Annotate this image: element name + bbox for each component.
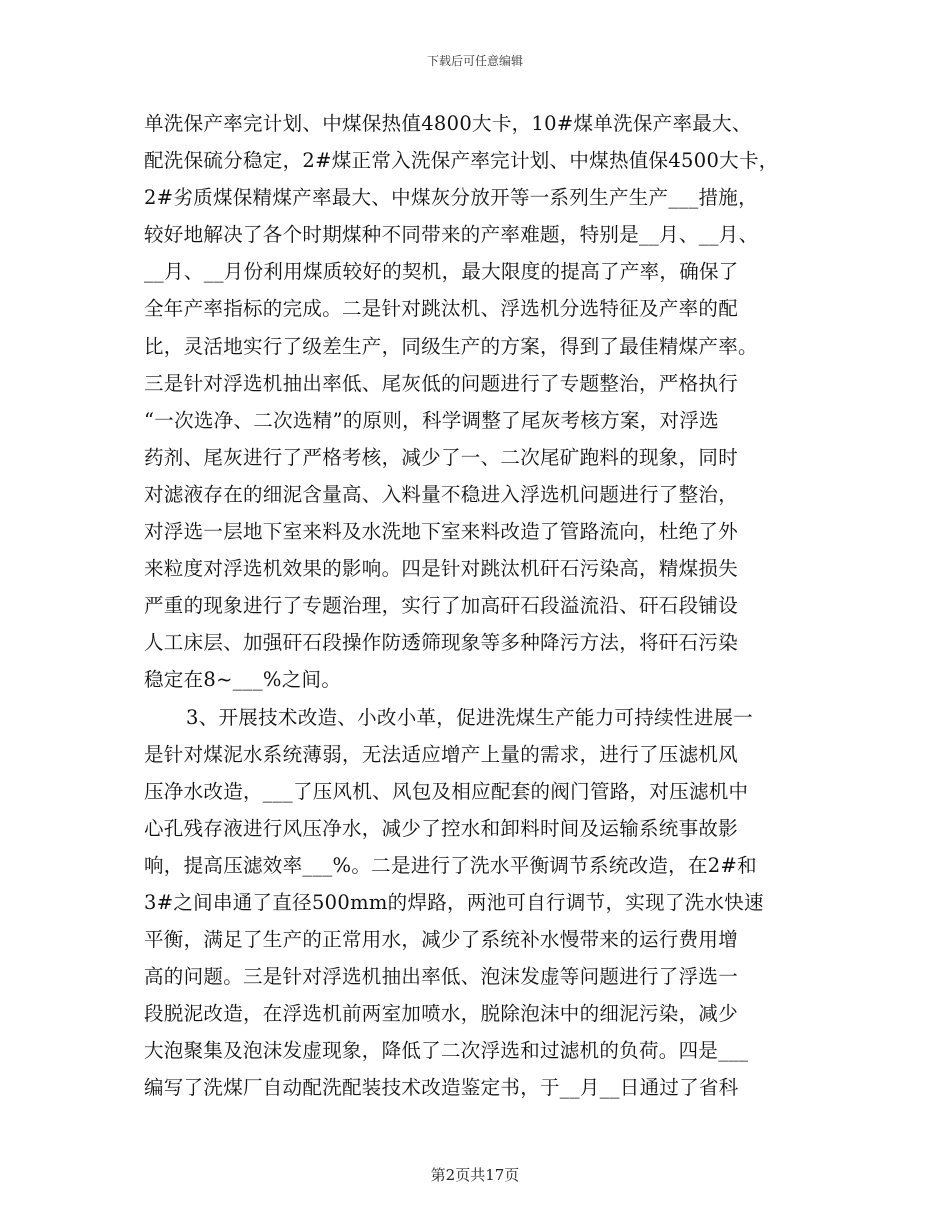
text-line: 高的问题。三是针对浮选机抽出率低、泡沫发虚等问题进行了浮选一 [144, 965, 739, 989]
text-line: 3#之间串通了直径500mm的焊路，两池可自行调节，实现了洗水快速 [144, 890, 764, 914]
text-line: 人工床层、加强矸石段操作防透筛现象等多种降污方法，将矸石污染 [144, 631, 739, 655]
text-line: 编写了洗煤厂自动配洗配装技术改造鉴定书，于__月__日通过了省科 [144, 1076, 739, 1100]
text-line: 大泡聚集及泡沫发虚现象，降低了二次浮选和过滤机的负荷。四是___ [144, 1039, 749, 1063]
text-line: 较好地解决了各个时期煤种不同带来的产率难题，特别是__月、__月、 [144, 223, 759, 247]
text-line: 对滤液存在的细泥含量高、入料量不稳进入浮选机问题进行了整治， [144, 482, 739, 506]
text-line: 稳定在8~___%之间。 [144, 668, 342, 692]
paragraph-start-line: 3、开展技术改造、小改小革，促进洗煤生产能力可持续性进展一 [186, 705, 754, 729]
text-line: 药剂、尾灰进行了严格考核，减少了一、二次尾矿跑料的现象，同时 [144, 445, 739, 469]
text-line: 配洗保硫分稳定，2#煤正常入洗保产率完计划、中煤热值保4500大卡， [144, 149, 779, 173]
text-line: 严重的现象进行了专题治理，实行了加高矸石段溢流沿、矸石段铺设 [144, 594, 739, 618]
page-header: 下载后可任意编辑 [426, 54, 523, 68]
text-line: 是针对煤泥水系统薄弱，无法适应增产上量的需求，进行了压滤机风 [144, 742, 739, 766]
document-body [144, 105, 824, 1107]
text-line: __月、__月份利用煤质较好的契机，最大限度的提高了产率，确保了 [144, 260, 739, 284]
text-line: “一次选净、二次选精”的原则，科学调整了尾灰考核方案，对浮选 [144, 408, 719, 432]
text-line: 平衡，满足了生产的正常用水，减少了系统补水慢带来的运行费用增 [144, 928, 739, 952]
text-line: 压净水改造，___了压风机、风包及相应配套的阀门管路，对压滤机中 [144, 779, 749, 803]
text-line: 心孔残存液进行风压净水，减少了控水和卸料时间及运输系统事故影 [144, 816, 739, 840]
text-line: 三是针对浮选机抽出率低、尾灰低的问题进行了专题整治，严格执行 [144, 371, 739, 395]
text-line: 全年产率指标的完成。二是针对跳汰机、浮选机分选特征及产率的配 [144, 297, 739, 321]
text-line: 单洗保产率完计划、中煤保热值4800大卡，10#煤单洗保产率最大、 [144, 112, 752, 135]
text-line: 对浮选一层地下室来料及水洗地下室来料改造了管路流向，杜绝了外 [144, 520, 739, 544]
text-line: 比，灵活地实行了级差生产，同级生产的方案，得到了最佳精煤产率。 [144, 334, 758, 358]
text-line: 2#劣质煤保精煤产率最大、中煤灰分放开等一系列生产生产___措施， [144, 186, 758, 210]
page-footer: 第2页共17页 [430, 1166, 520, 1184]
text-line: 来粒度对浮选机效果的影响。四是针对跳汰机矸石污染高，精煤损失 [144, 557, 739, 581]
text-line: 段脱泥改造，在浮选机前两室加喷水，脱除泡沫中的细泥污染，减少 [144, 1002, 739, 1026]
text-line: 响，提高压滤效率___%。二是进行了洗水平衡调节系统改造，在2#和 [144, 853, 757, 877]
